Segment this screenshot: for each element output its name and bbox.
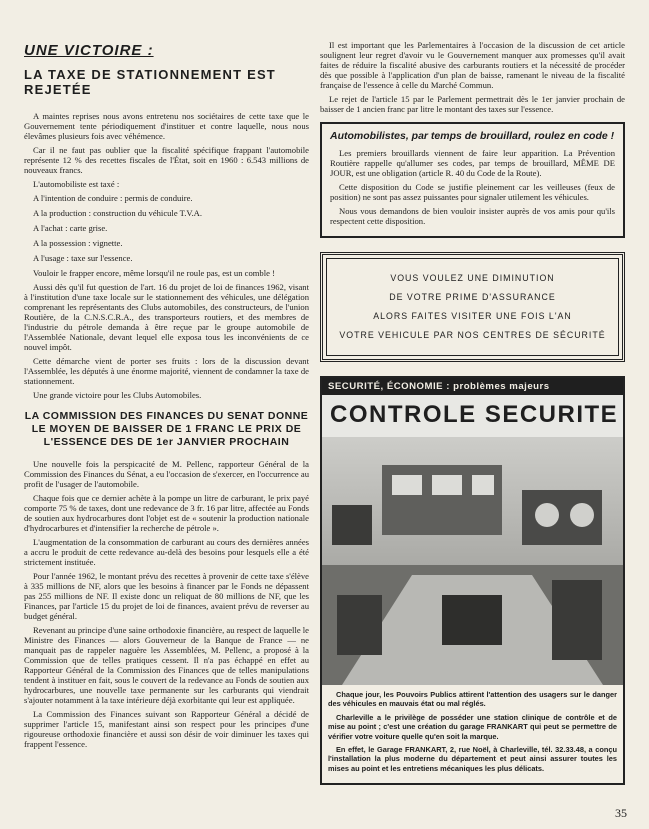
- paragraph: Le rejet de l'article 15 par le Parlement permettrait dès le 1er janvier prochain de baisser de 1 ancien franc par litre le montant des taxes sur l'essence.: [320, 94, 625, 114]
- insurance-promo-box: [320, 252, 625, 362]
- tax-list: [24, 193, 309, 263]
- list-item: A la possession : vignette.: [33, 238, 123, 248]
- section-headline: LA COMMISSION DES FINANCES DU SENAT DONNE LE MOYEN DE BAISSER DE 1 FRANC LE PRIX DE L'ESSENCE DES DE 1er JANVIER PROCHAIN: [24, 410, 309, 448]
- kicker: UNE VICTOIRE :: [24, 42, 154, 59]
- list-item: A l'achat : carte grise.: [33, 223, 108, 233]
- promo-line: ALORS FAITES VISITER UNE FOIS L'AN: [373, 311, 572, 321]
- promo-line: VOTRE VEHICULE PAR NOS CENTRES DE SÉCURITÉ: [339, 330, 606, 340]
- article-headline: LA TAXE DE STATIONNEMENT EST REJETÉE: [24, 67, 276, 97]
- list-item: A la production : construction du véhicule T.V.A.: [33, 208, 202, 218]
- paragraph: Les premiers brouillards viennent de faire leur apparition. La Prévention Routière rappelle qu'allumer ses codes, par temps de brouillard, MÊME DE JOUR, est une obligation (article R. 40 du Code de la Route).: [330, 148, 615, 178]
- photo-sign-text: CONTROLE SECURITE: [330, 401, 619, 428]
- paragraph: L'automobiliste est taxé :: [33, 179, 120, 189]
- fog-notice-title: Automobilistes, par temps de brouillard, roulez en code !: [330, 130, 615, 142]
- page-number: 35: [615, 806, 627, 820]
- paragraph: Une grande victoire pour les Clubs Automobiles.: [33, 390, 202, 400]
- paragraph: Cette démarche vient de porter ses fruits : lors de la discussion devant l'Assemblée, les députés à une énorme majorité, viennent de condamner la taxe de stationnement.: [24, 356, 309, 386]
- paragraph: Nous vous demandons de bien vouloir insister auprès de vos amis pour qu'ils respectent cette disposition.: [330, 206, 615, 226]
- safety-box-title: SECURITÉ, ÉCONOMIE : problèmes majeurs: [322, 378, 623, 395]
- caption-paragraph: Charleville a le privilège de posséder une station clinique de contrôle et de mise au point ; c'est une création du garage FRANKART qui peut se permettre de vérifier votre voiture quelle qu'en soit la marque.: [328, 712, 617, 741]
- caption-paragraph: En effet, le Garage FRANKART, 2, rue Noël, à Charleville, tél. 32.33.48, a conçu l'installation la plus moderne du département et peut ainsi assurer toutes les mises au point et les entretiens mécaniques les plus délicats.: [328, 745, 617, 773]
- promo-line: VOUS VOULEZ UNE DIMINUTION: [390, 273, 555, 283]
- paragraph: Une nouvelle fois la perspicacité de M. Pellenc, rapporteur Général de la Commission des Finances du Sénat, a eu l'occasion de s'exercer, en l'occurrence au profit de l'usager de l'automobile.: [24, 459, 309, 489]
- list-item: A l'usage : taxe sur l'essence.: [33, 253, 133, 263]
- paragraph: Chaque fois que ce dernier achète à la pompe un litre de carburant, le prix payé comporte 75 % de taxes, dont une redevance de 3 fr. 16 par litre, affectée au Fonds de soutien aux hydrocarbures dont l'objet est de « soutenir la production nationale d'hydrocarbures et d'intensifier la recherche de pétrole ».: [24, 493, 309, 533]
- caption-paragraph: Chaque jour, les Pouvoirs Publics attirent l'attention des usagers sur le danger des véhicules en mauvais état ou mal réglés.: [328, 690, 617, 709]
- promo-line: DE VOTRE PRIME D'ASSURANCE: [389, 292, 556, 302]
- right-column: [320, 40, 625, 785]
- paragraph: Revenant au principe d'une saine orthodoxie financière, au respect de laquelle le Ministre des Finances — alors Gouverneur de la Banque de France — ne manquait pas de rappeler naguère les Assemblées, M. Pellenc, a proposé à la Commission que de telles pratiques cessent. Il n'a pas échappé en effet au Rapporteur Général de la Commission des Finances que de telles manipulations tendent à instituer en fait, sous le couvert de la redevance au Fonds de soutien aux hydrocarbures, une nouvelle taxe permanente sur les carburants qui viendrait s'ajouter notamment à la taxe intérieure déjà exorbitante qui leur est appliquée.: [24, 625, 309, 705]
- left-column: [24, 40, 309, 753]
- list-item: A l'intention de conduire : permis de conduire.: [33, 193, 193, 203]
- garage-interior-image: [322, 395, 623, 685]
- garage-photo: [322, 395, 623, 685]
- paragraph: L'augmentation de la consommation de carburant au cours des dernières années a accru le produit de cette redevance au-delà des besoins pour lesquels elle a été strictement instituée.: [24, 537, 309, 567]
- paragraph: A maintes reprises nous avons entretenu nos sociétaires de cette taxe que le Gouvernement tente périodiquement d'instituer et contre laquelle, nous nous élevâmes plusieurs fois avec véhémence.: [24, 111, 309, 141]
- fog-notice-box: [320, 122, 625, 238]
- paragraph: Vouloir le frapper encore, même lorsqu'il ne roule pas, est un comble !: [33, 268, 275, 278]
- paragraph: Pour l'année 1962, le montant prévu des recettes à provenir de cette taxe s'élève à 335 millions de NF, alors que les besoins à financer par le Fonds ne dépassent pas 255 millions de NF. Il existe donc un reliquat de 80 millions de NF, que les Finances, par l'article 15 du projet de loi de finances, avaient prévu de reverser au budget général.: [24, 571, 309, 621]
- safety-photo-box: [320, 376, 625, 785]
- paragraph: La Commission des Finances suivant son Rapporteur Général a décidé de supprimer l'article 15, manifestant ainsi son respect pour les principes d'une rigoureuse orthodoxie financière et aussi son désir de voir diminuer les taxes qui frappent l'essence.: [24, 709, 309, 749]
- paragraph: Cette disposition du Code se justifie pleinement car les veilleuses (feux de position) ne sont pas assez puissantes pour signaler utilement les véhicules.: [330, 182, 615, 202]
- paragraph: Aussi dès qu'il fut question de l'art. 16 du projet de loi de finances 1962, visant à l'institution d'une taxe locale sur le stationnement des véhicules, une délégation comprenant les représentants des Clubs automobiles, des constructeurs, de l'union Routière, de la C.N.S.C.R.A., des transporteurs routiers, et des membres de l'industrie du pétrole demanda à être reçue par le groupe automobile de l'Assemblée Nationale, devant lequel elle exposa tous les inconvénients de ce nouvel impôt.: [24, 282, 309, 352]
- photo-caption: [322, 685, 623, 783]
- paragraph: Car il ne faut pas oublier que la fiscalité spécifique frappant l'automobile représente 12 % des recettes fiscales de l'État, soit en 1960 : 6.543 millions de nouveaux francs.: [24, 145, 309, 175]
- paragraph: Il est important que les Parlementaires à l'occasion de la discussion de cet article soulignent leur regret d'avoir vu le Gouvernement manquer aux promesses qu'il avait faites de réduire la fiscalité abusive des carburants routiers et la nécessité de procéder dès que possible à l'application d'un plan de baisse, ramenant le niveau de la fiscalité française de l'essence à celle du Marché Commun.: [320, 40, 625, 90]
